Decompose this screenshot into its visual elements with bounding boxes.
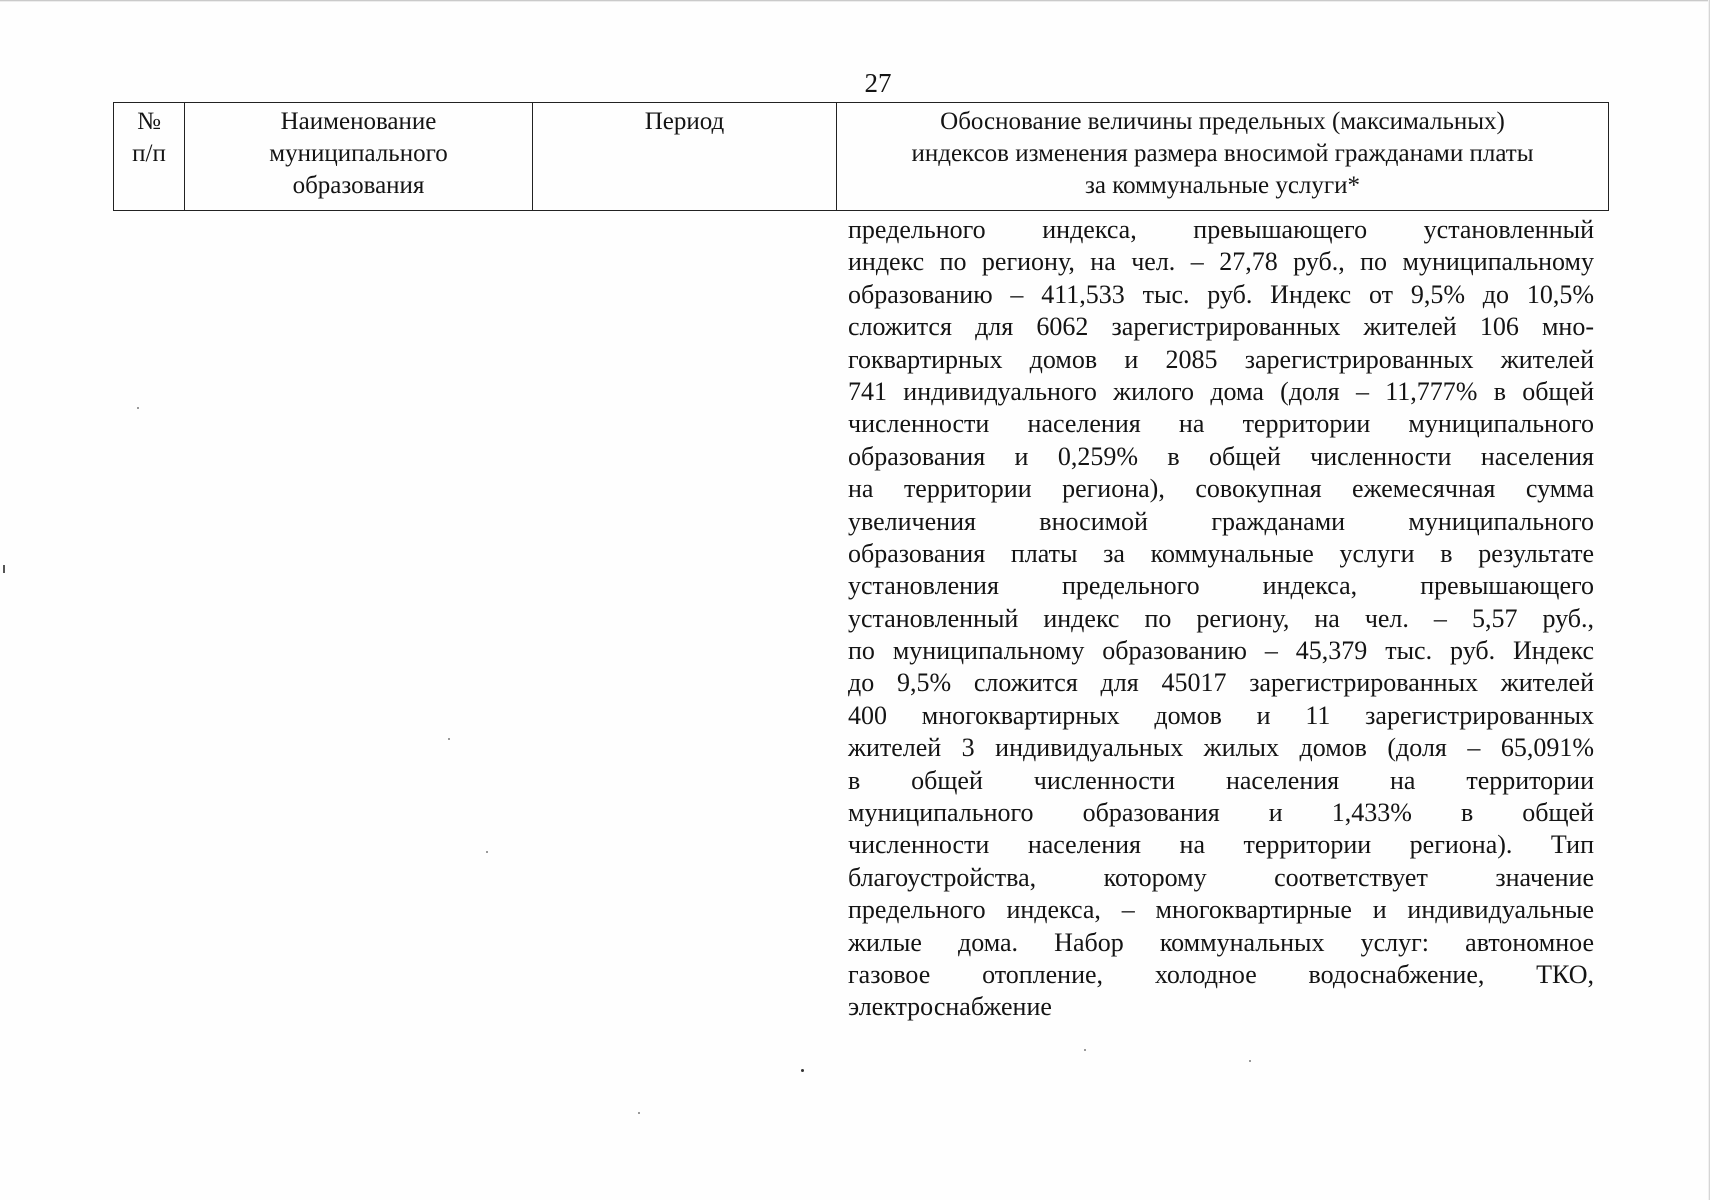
text-line: индекс по региону, на чел. – 27,78 руб., по муниципальному: [848, 247, 1594, 277]
text-line: на территории региона), совокупная ежемесячная сумма: [848, 474, 1594, 504]
scan-speck: [486, 851, 488, 853]
text-line: образованию – 411,533 тыс. руб. Индекс от 9,5% до 10,5%: [848, 279, 1594, 309]
header-cell-period: [533, 103, 837, 210]
scan-speck: [801, 1069, 804, 1072]
text-line: благоустройства, которому соответствует значение: [848, 862, 1594, 892]
text-line: в общей численности населения на территории: [848, 765, 1594, 795]
scan-speck: [3, 565, 5, 573]
text-line: 741 индивидуального жилого дома (доля – 11,777% в общей: [848, 376, 1594, 406]
text-line: жилые дома. Набор коммунальных услуг: автономное: [848, 927, 1594, 957]
text-line: муниципального образования и 1,433% в общей: [848, 798, 1594, 828]
text-line: до 9,5% сложится для 45017 зарегистрированных жителей: [848, 668, 1594, 698]
text-line: гоквартирных домов и 2085 зарегистрированных жителей: [848, 344, 1594, 374]
scan-speck: [448, 738, 450, 740]
text-line: предельного индекса, превышающего установленный: [848, 215, 1594, 244]
text-line-last: электроснабжение: [848, 992, 1052, 1022]
text-line: установления предельного индекса, превышающего: [848, 571, 1594, 601]
text-line: образования и 0,259% в общей численности населения: [848, 441, 1594, 471]
text-line: установленный индекс по региону, на чел. – 5,57 руб.,: [848, 603, 1594, 633]
scan-speck: [137, 407, 139, 409]
text-line: по муниципальному образованию – 45,379 тыс. руб. Индекс: [848, 636, 1594, 666]
scan-speck: [1084, 1049, 1086, 1051]
header-basis-line: Обоснование величины предельных (максимальных): [940, 108, 1505, 135]
text-line: увеличения вносимой гражданами муниципального: [848, 506, 1594, 536]
text-line: предельного индекса, – многоквартирные и индивидуальные: [848, 895, 1594, 925]
header-number-line: п/п: [132, 140, 166, 167]
text-line: газовое отопление, холодное водоснабжение, ТКО,: [848, 959, 1594, 989]
text-line: 400 многоквартирных домов и 11 зарегистрированных: [848, 700, 1594, 730]
header-name-line: образования: [292, 172, 425, 199]
text-line: численности населения на территории муниципального: [848, 409, 1594, 439]
header-cell-municipality-name: [185, 103, 533, 210]
header-basis-line: индексов изменения размера вносимой гражданами платы: [911, 140, 1534, 167]
table-header-row: [113, 102, 1609, 211]
text-line: жителей 3 индивидуальных жилых домов (доля – 65,091%: [848, 733, 1594, 763]
header-basis-line: за коммунальные услуги*: [1084, 172, 1361, 199]
header-period-line: Период: [644, 108, 725, 135]
text-line: численности населения на территории региона). Тип: [848, 830, 1594, 860]
scan-speck: [638, 1112, 640, 1114]
text-line: образования платы за коммунальные услуги в результате: [848, 538, 1594, 568]
header-cell-basis: [837, 103, 1608, 210]
scan-edge-top: [0, 0, 1710, 2]
scan-speck: [1249, 1060, 1251, 1062]
page-number: 27: [864, 68, 892, 98]
header-name-line: муниципального: [269, 140, 448, 167]
text-line: сложится для 6062 зарегистрированных жителей 106 мно-: [848, 312, 1594, 342]
header-name-line: Наименование: [280, 108, 437, 135]
header-cell-number: [114, 103, 185, 210]
basis-text-block: [848, 214, 1594, 1024]
header-number-line: №: [137, 108, 161, 135]
